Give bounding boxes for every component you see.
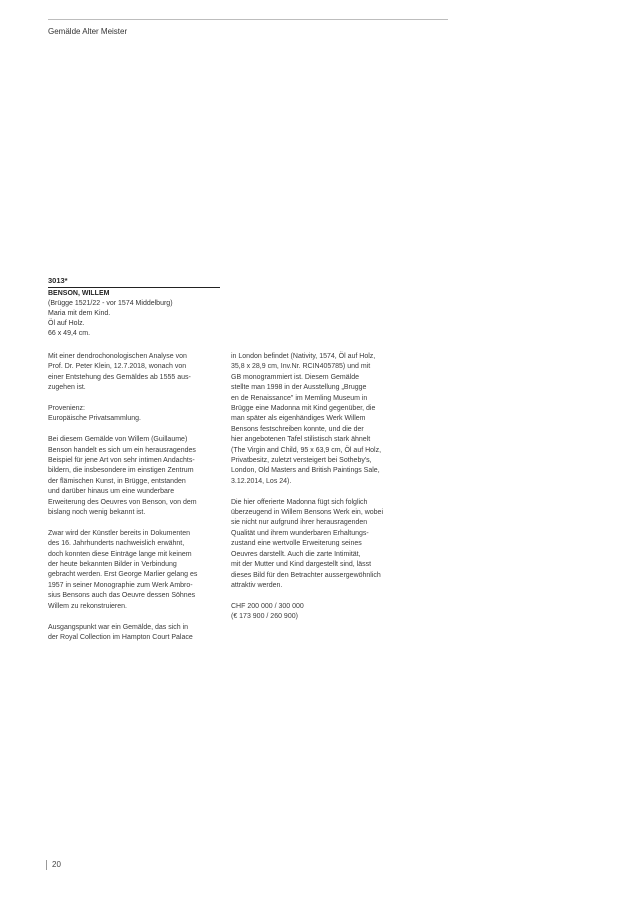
- text-line: sius Bensons auch das Oeuvre dessen Söhnes: [48, 592, 196, 600]
- paragraph-history: [48, 529, 220, 612]
- text-line: Privatbesitz, zuletzt versteigert bei Sotheby's,: [231, 457, 372, 465]
- text-line: Qualität und ihrem wunderbaren Erhaltungs-: [231, 529, 369, 537]
- artwork-dimensions: 66 x 49,4 cm.: [48, 330, 91, 337]
- text-line: Brügge eine Madonna mit Kind gegenüber, die: [231, 405, 376, 413]
- text-line: der heute bekannten Bilder in Verbindung: [48, 561, 177, 569]
- text-line: 1957 in seiner Monographie zum Werk Ambro-: [48, 581, 193, 589]
- text-line: einer Entstehung des Gemäldes ab 1555 aus-: [48, 373, 191, 381]
- text-line: 35,8 x 28,9 cm, Inv.Nr. RCIN405785) und mit: [231, 363, 371, 371]
- text-line: dieses Bild für den Betrachter aussergewöhnlich: [231, 571, 381, 579]
- text-line: in London befindet (Nativity, 1574, Öl auf Holz,: [231, 353, 376, 360]
- text-line: Ausgangspunkt war ein Gemälde, das sich in: [48, 623, 189, 631]
- page-number-divider: [46, 860, 47, 870]
- text-line: mit der Mutter und Kind dargestellt sind, lässt: [231, 561, 372, 569]
- lot-header: [48, 276, 220, 339]
- paragraph-starting-point: [48, 623, 220, 644]
- description-left-column: [48, 352, 220, 654]
- text-line: zustand eine wertvolle Erweiterung seines: [231, 540, 362, 548]
- text-line: GB monogrammiert ist. Diesem Gemälde: [231, 373, 359, 381]
- paragraph-comparison: [231, 352, 403, 487]
- text-line: Willem zu rekonstruieren.: [48, 602, 127, 610]
- text-line: überzeugend in Willem Bensons Werk ein, wobei: [231, 509, 384, 517]
- text-line: der Royal Collection im Hampton Court Palace: [48, 633, 193, 641]
- text-line: der flämischen Kunst, in Brügge, entstanden: [48, 477, 186, 485]
- artwork-medium: Öl auf Holz.: [48, 320, 85, 327]
- text-line: Benson handelt es sich um ein herausragendes: [48, 446, 196, 454]
- text-line: London, Old Masters and British Paintings Sale,: [231, 467, 380, 475]
- text-line: zugehen ist.: [48, 384, 86, 392]
- text-line: Bei diesem Gemälde von Willem (Guillaume): [48, 436, 188, 444]
- text-line: doch konnten diese Einträge lange mit keinem: [48, 550, 192, 558]
- text-line: en de Renaissance" im Memling Museum in: [231, 394, 368, 402]
- description-right-column: [231, 352, 403, 633]
- text-line: Zwar wird der Künstler bereits in Dokumenten: [48, 529, 191, 537]
- artist-life-dates: (Brügge 1521/22 - vor 1574 Middelburg): [48, 300, 173, 307]
- price-chf: CHF 200 000 / 300 000: [231, 602, 304, 610]
- text-line: Europäische Privatsammlung.: [48, 415, 141, 423]
- text-line: Bensons festschreiben konnte, und die der: [231, 425, 364, 433]
- text-line: des 16. Jahrhunderts nachweislich erwähnt,: [48, 540, 185, 548]
- text-line: gebracht werden. Erst George Marlier gelang es: [48, 571, 198, 579]
- text-line: (The Virgin and Child, 95 x 63,9 cm, Öl auf Holz,: [231, 446, 382, 454]
- text-line: Oeuvres darstellt. Auch die zarte Intimität,: [231, 550, 361, 558]
- text-line: Die hier offerierte Madonna fügt sich folglich: [231, 498, 368, 506]
- text-line: bislang noch wenig bekannt ist.: [48, 509, 146, 517]
- price-estimate: [231, 602, 403, 623]
- page-number: [46, 860, 61, 870]
- artwork-title: Maria mit dem Kind.: [48, 310, 111, 317]
- artist-name: BENSON, WILLEM: [48, 290, 110, 297]
- top-divider: [48, 19, 448, 20]
- text-line: attraktiv werden.: [231, 581, 283, 589]
- paragraph-provenance: [48, 404, 220, 425]
- text-line: bildern, die insbesondere im einstigen Zentrum: [48, 467, 194, 475]
- text-line: man später als eigenhändiges Werk Willem: [231, 415, 366, 423]
- section-title: Gemälde Alter Meister: [48, 27, 128, 36]
- text-line: Provenienz:: [48, 405, 85, 413]
- paragraph-conclusion: [231, 498, 403, 592]
- text-line: stellte man 1998 in der Ausstellung „Brugge: [231, 384, 367, 392]
- text-line: hier angebotenen Tafel stilistisch stark ähnelt: [231, 436, 371, 444]
- text-line: Mit einer dendrochonologischen Analyse von: [48, 353, 187, 360]
- paragraph-analysis: [48, 352, 220, 394]
- text-line: Prof. Dr. Peter Klein, 12.7.2018, wonach von: [48, 363, 187, 371]
- text-line: 3.12.2014, Los 24).: [231, 477, 292, 485]
- text-line: Erweiterung des Oeuvres von Benson, von dem: [48, 498, 197, 506]
- page-number-value: 20: [52, 860, 61, 870]
- price-eur: (€ 173 900 / 260 900): [231, 613, 298, 621]
- paragraph-intro: [48, 435, 220, 518]
- text-line: Beispiel für jene Art von sehr intimen Andachts-: [48, 457, 195, 465]
- lot-number: 3013*: [48, 276, 220, 288]
- text-line: sie nicht nur aufgrund ihrer herausragenden: [231, 519, 368, 527]
- text-line: und darüber hinaus um eine wunderbare: [48, 488, 175, 496]
